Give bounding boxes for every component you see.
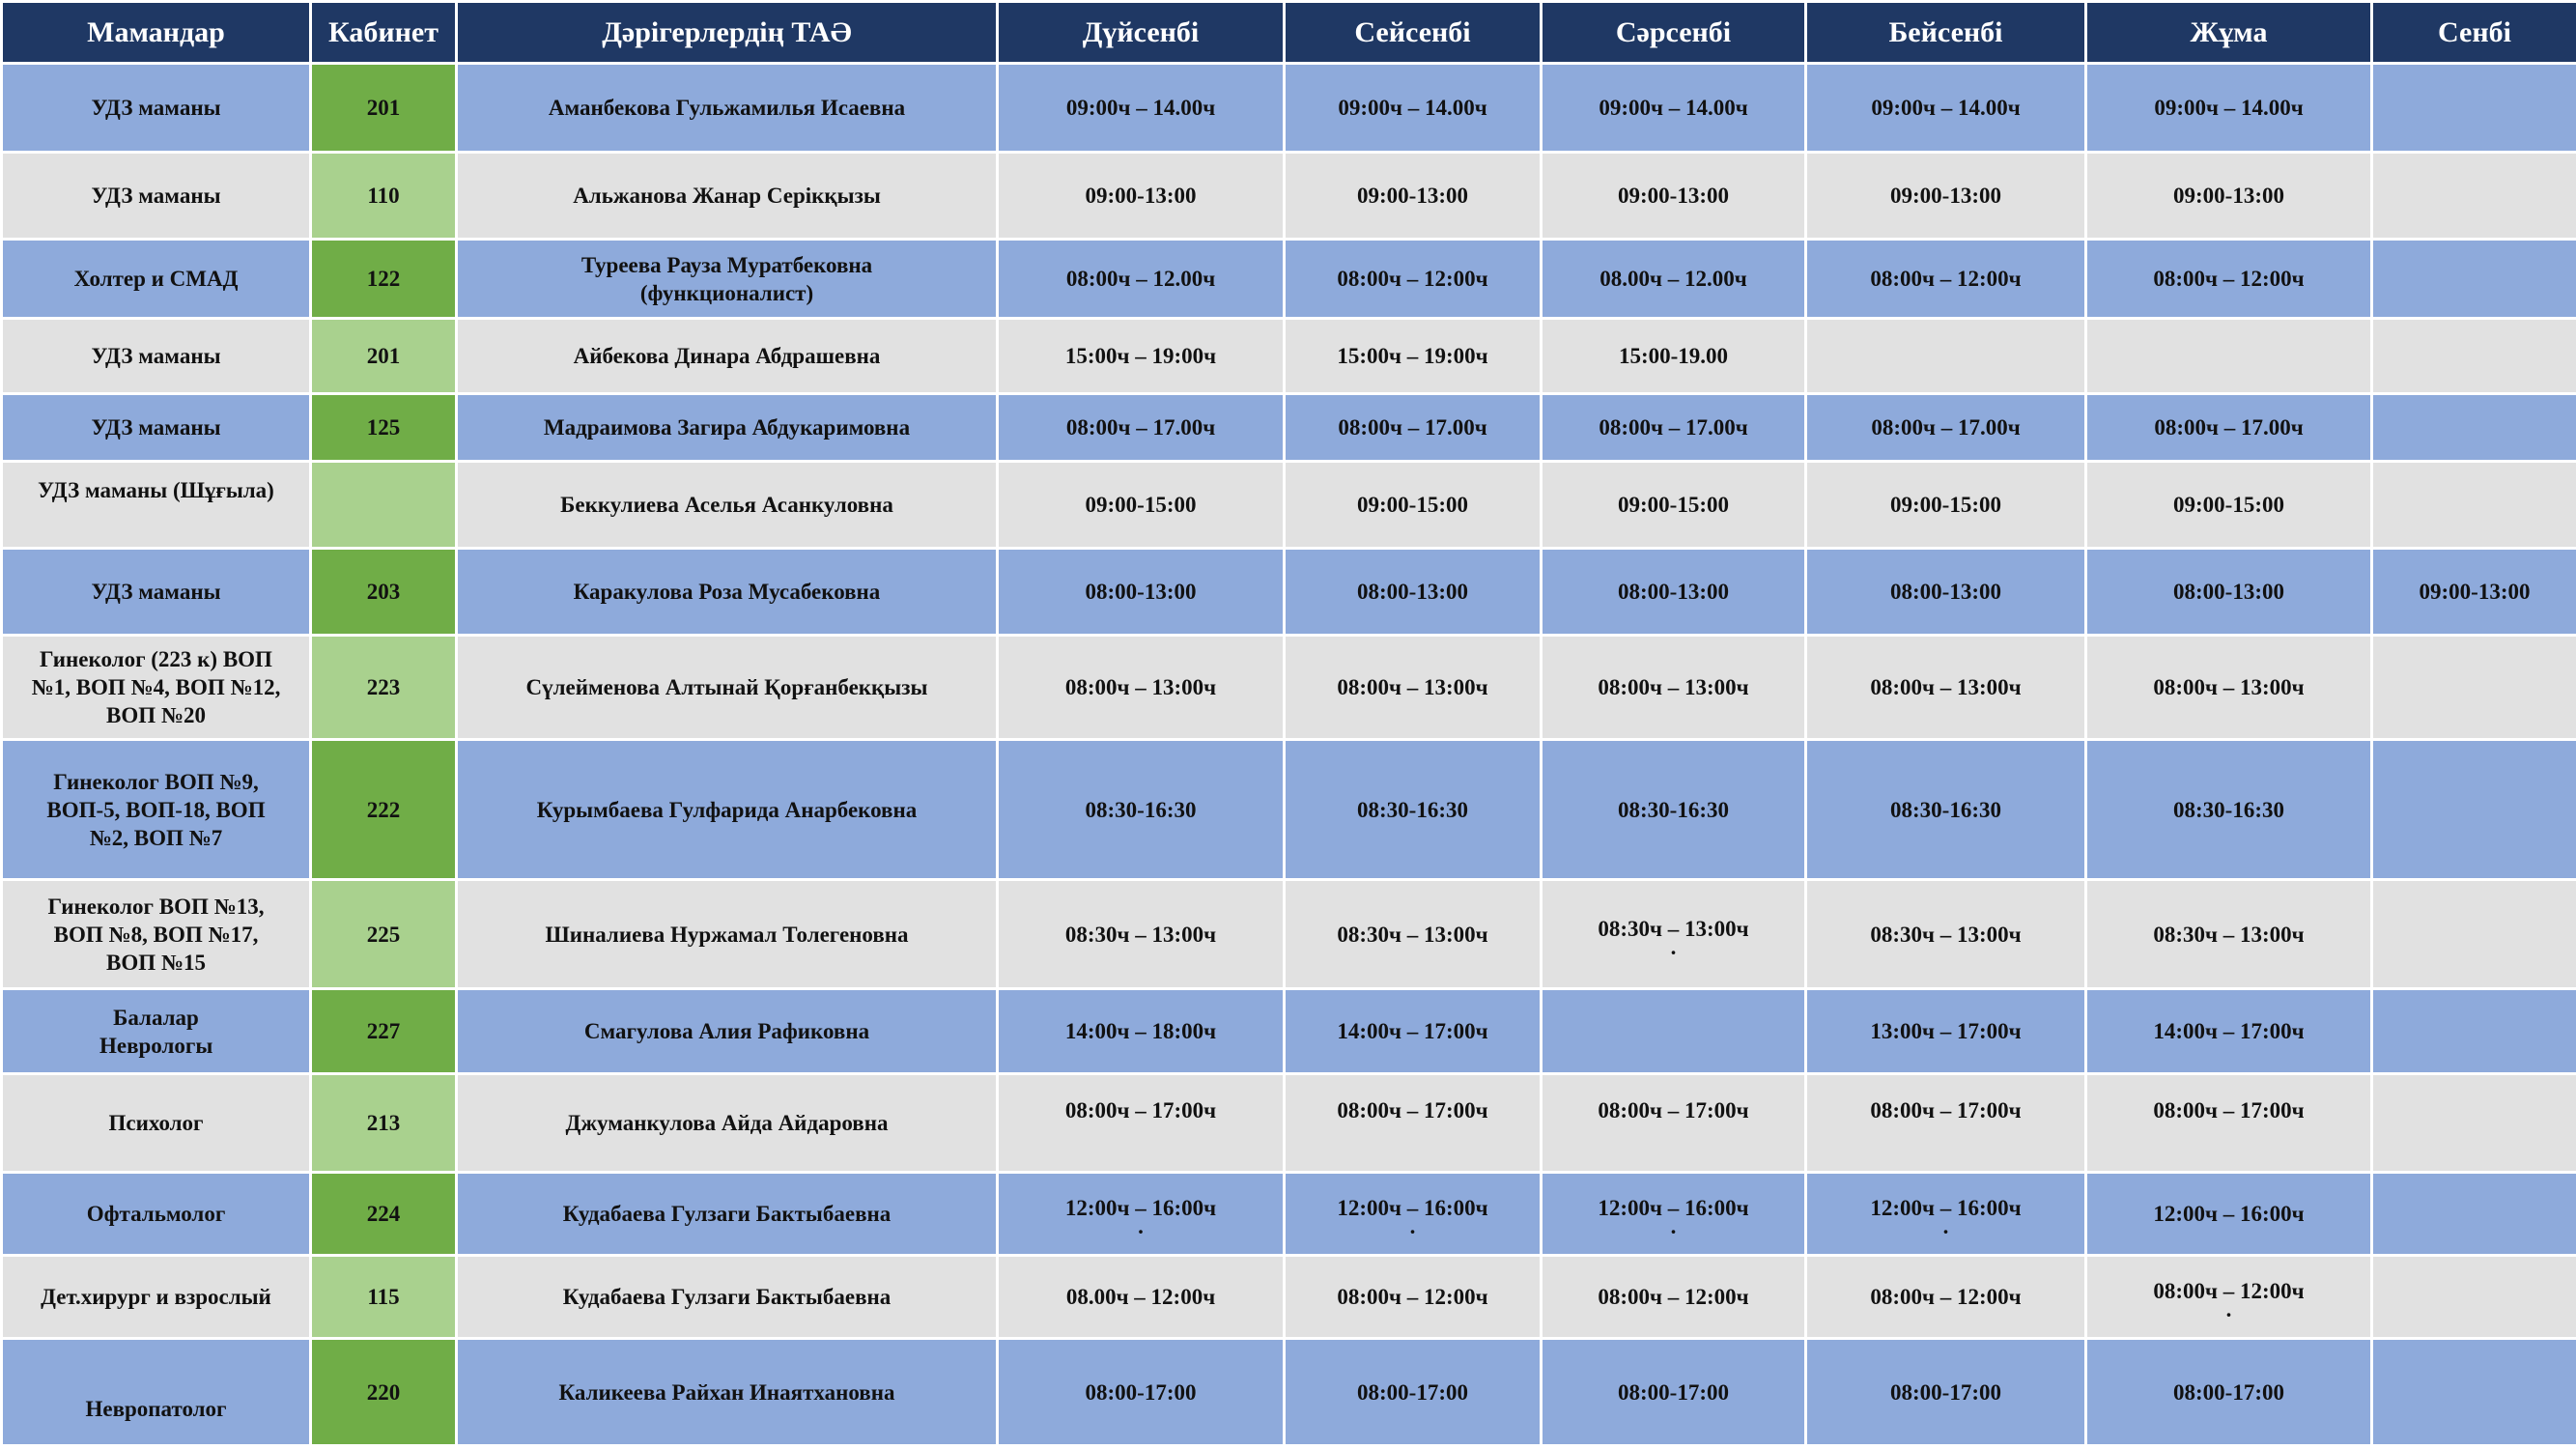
dot-mark: . bbox=[1942, 1214, 1949, 1238]
cell-friday: 08:00-17:00 bbox=[2086, 1339, 2372, 1446]
table-row bbox=[2, 64, 2576, 153]
cell-saturday bbox=[2372, 240, 2576, 319]
cell-tuesday: 08:00ч – 12:00ч bbox=[1285, 1256, 1542, 1339]
table-row bbox=[2, 153, 2576, 240]
cell-monday: 08:00-17:00 bbox=[998, 1339, 1285, 1446]
cell-saturday: 09:00-13:00 bbox=[2372, 549, 2576, 636]
cell-doctor: Джуманкулова Айда Айдаровна bbox=[457, 1074, 998, 1173]
cell-doctor: Айбекова Динара Абдрашевна bbox=[457, 319, 998, 394]
cell-friday: 08:00-13:00 bbox=[2086, 549, 2372, 636]
table-row bbox=[2, 1256, 2576, 1339]
table-row bbox=[2, 636, 2576, 740]
cell-specialist: УДЗ маманы bbox=[2, 64, 311, 153]
cell-tuesday: 08:00ч – 13:00ч bbox=[1285, 636, 1542, 740]
cell-wednesday: 08:00ч – 13:00ч bbox=[1542, 636, 1806, 740]
cell-tuesday: 08:00ч – 17:00ч bbox=[1285, 1074, 1542, 1173]
cell-friday: 12:00ч – 16:00ч bbox=[2086, 1173, 2372, 1256]
cell-thursday: 08:00ч – 12:00ч bbox=[1806, 1256, 2086, 1339]
cell-wednesday bbox=[1542, 989, 1806, 1074]
cell-thursday: 08:00-17:00 bbox=[1806, 1339, 2086, 1446]
cell-friday: 08:00ч – 13:00ч bbox=[2086, 636, 2372, 740]
cell-friday: 08:00ч – 17:00ч bbox=[2086, 1074, 2372, 1173]
cell-monday: 08:00ч – 12.00ч bbox=[998, 240, 1285, 319]
friday-time: 08:00ч – 12:00ч bbox=[2153, 1279, 2305, 1303]
cell-thursday: 08:00ч – 13:00ч bbox=[1806, 636, 2086, 740]
cell-doctor: Беккулиева Аселья Асанкуловна bbox=[457, 462, 998, 549]
monday-time: 12:00ч – 16:00ч bbox=[1064, 1196, 1217, 1220]
cell-saturday bbox=[2372, 1173, 2576, 1256]
cell-doctor: Шиналиева Нуржамал Толегеновна bbox=[457, 880, 998, 989]
cell-monday: 09:00ч – 14.00ч bbox=[998, 64, 1285, 153]
table-row bbox=[2, 880, 2576, 989]
cell-doctor: Каракулова Роза Мусабековна bbox=[457, 549, 998, 636]
cell-cabinet: 125 bbox=[311, 394, 457, 462]
cell-friday: 08:30ч – 13:00ч bbox=[2086, 880, 2372, 989]
cell-saturday bbox=[2372, 1256, 2576, 1339]
table-row bbox=[2, 549, 2576, 636]
cell-friday: 09:00-13:00 bbox=[2086, 153, 2372, 240]
cell-tuesday: 08:00ч – 12:00ч bbox=[1285, 240, 1542, 319]
tuesday-time: 12:00ч – 16:00ч bbox=[1337, 1196, 1488, 1220]
dot-mark: . bbox=[2225, 1297, 2232, 1321]
cell-wednesday: 15:00-19.00 bbox=[1542, 319, 1806, 394]
cell-doctor: Каликеева Райхан Инаятхановна bbox=[457, 1339, 998, 1446]
cell-tuesday: 09:00-15:00 bbox=[1285, 462, 1542, 549]
wednesday-time: 12:00ч – 16:00ч bbox=[1598, 1196, 1749, 1220]
cell-thursday: 08:30ч – 13:00ч bbox=[1806, 880, 2086, 989]
cell-thursday: 09:00-15:00 bbox=[1806, 462, 2086, 549]
cell-thursday: 08:00ч – 17:00ч bbox=[1806, 1074, 2086, 1173]
cell-friday: 09:00ч – 14.00ч bbox=[2086, 64, 2372, 153]
cell-wednesday: 08.00ч – 12.00ч bbox=[1542, 240, 1806, 319]
cell-monday: 08:00ч – 17.00ч bbox=[998, 394, 1285, 462]
cell-cabinet: 222 bbox=[311, 740, 457, 880]
cell-tuesday: 14:00ч – 17:00ч bbox=[1285, 989, 1542, 1074]
dot-mark: . bbox=[1670, 934, 1677, 959]
cell-specialist: Холтер и СМАД bbox=[2, 240, 311, 319]
cell-doctor: Туреева Рауза Муратбековна (функционалист) bbox=[457, 240, 998, 319]
cell-thursday: 08:00ч – 17.00ч bbox=[1806, 394, 2086, 462]
cell-tuesday: 08:30-16:30 bbox=[1285, 740, 1542, 880]
cell-cabinet: 227 bbox=[311, 989, 457, 1074]
cell-tuesday: 09:00ч – 14.00ч bbox=[1285, 64, 1542, 153]
header-doctor: Дәрігерлердің ТАӘ bbox=[457, 2, 998, 64]
table-row bbox=[2, 1173, 2576, 1256]
cell-tuesday: 08:00-17:00 bbox=[1285, 1339, 1542, 1446]
cell-wednesday: 09:00ч – 14.00ч bbox=[1542, 64, 1806, 153]
cell-thursday: 09:00ч – 14.00ч bbox=[1806, 64, 2086, 153]
cell-doctor: Аманбекова Гульжамилья Исаевна bbox=[457, 64, 998, 153]
cell-thursday: 08:30-16:30 bbox=[1806, 740, 2086, 880]
cell-tuesday bbox=[1285, 1173, 1542, 1256]
cell-monday: 09:00-15:00 bbox=[998, 462, 1285, 549]
cell-wednesday: 08:30-16:30 bbox=[1542, 740, 1806, 880]
cell-specialist: Психолог bbox=[2, 1074, 311, 1173]
cell-cabinet: 220 bbox=[311, 1339, 457, 1446]
cell-friday: 14:00ч – 17:00ч bbox=[2086, 989, 2372, 1074]
header-monday: Дүйсенбі bbox=[998, 2, 1285, 64]
cell-cabinet: 201 bbox=[311, 64, 457, 153]
cell-specialist: Балалар Неврологы bbox=[2, 989, 311, 1074]
dot-mark: . bbox=[1138, 1214, 1144, 1238]
table-row bbox=[2, 1074, 2576, 1173]
cell-saturday bbox=[2372, 740, 2576, 880]
table-row bbox=[2, 1339, 2576, 1446]
cell-saturday bbox=[2372, 153, 2576, 240]
cell-cabinet: 224 bbox=[311, 1173, 457, 1256]
cell-specialist: УДЗ маманы bbox=[2, 153, 311, 240]
cell-friday bbox=[2086, 1256, 2372, 1339]
cell-saturday bbox=[2372, 394, 2576, 462]
cell-friday bbox=[2086, 319, 2372, 394]
cell-monday: 09:00-13:00 bbox=[998, 153, 1285, 240]
cell-saturday bbox=[2372, 880, 2576, 989]
table-row bbox=[2, 394, 2576, 462]
header-thursday: Бейсенбі bbox=[1806, 2, 2086, 64]
cell-cabinet: 201 bbox=[311, 319, 457, 394]
cell-wednesday bbox=[1542, 1173, 1806, 1256]
cell-friday: 09:00-15:00 bbox=[2086, 462, 2372, 549]
cell-monday: 08.00ч – 12:00ч bbox=[998, 1256, 1285, 1339]
cell-wednesday: 09:00-15:00 bbox=[1542, 462, 1806, 549]
table-row bbox=[2, 240, 2576, 319]
cell-saturday bbox=[2372, 64, 2576, 153]
cell-specialist: УДЗ маманы bbox=[2, 549, 311, 636]
cell-specialist: Гинеколог (223 к) ВОП №1, ВОП №4, ВОП №12, ВОП №20 bbox=[2, 636, 311, 740]
cell-tuesday: 15:00ч – 19:00ч bbox=[1285, 319, 1542, 394]
cell-wednesday: 08:00-17:00 bbox=[1542, 1339, 1806, 1446]
thursday-time: 12:00ч – 16:00ч bbox=[1870, 1196, 2022, 1220]
header-row bbox=[2, 2, 2576, 64]
cell-cabinet: 213 bbox=[311, 1074, 457, 1173]
table-row bbox=[2, 462, 2576, 549]
header-tuesday: Сейсенбі bbox=[1285, 2, 1542, 64]
cell-monday: 08:00ч – 17:00ч bbox=[998, 1074, 1285, 1173]
cell-doctor: Альжанова Жанар Серікқызы bbox=[457, 153, 998, 240]
cell-monday: 15:00ч – 19:00ч bbox=[998, 319, 1285, 394]
cell-doctor: Смагулова Алия Рафиковна bbox=[457, 989, 998, 1074]
cell-cabinet: 110 bbox=[311, 153, 457, 240]
table-row bbox=[2, 740, 2576, 880]
cell-tuesday: 09:00-13:00 bbox=[1285, 153, 1542, 240]
cell-saturday bbox=[2372, 1339, 2576, 1446]
cell-cabinet: 203 bbox=[311, 549, 457, 636]
cell-monday: 08:30ч – 13:00ч bbox=[998, 880, 1285, 989]
cell-specialist: УДЗ маманы bbox=[2, 319, 311, 394]
cell-wednesday bbox=[1542, 880, 1806, 989]
cell-wednesday: 08:00ч – 17.00ч bbox=[1542, 394, 1806, 462]
wednesday-time: 08:30ч – 13:00ч bbox=[1598, 916, 1749, 941]
cell-doctor: Кудабаева Гулзаги Бактыбаевна bbox=[457, 1173, 998, 1256]
cell-cabinet: 122 bbox=[311, 240, 457, 319]
cell-cabinet: 223 bbox=[311, 636, 457, 740]
cell-specialist: УДЗ маманы bbox=[2, 394, 311, 462]
header-friday: Жұма bbox=[2086, 2, 2372, 64]
cell-specialist: Невропатолог bbox=[2, 1339, 311, 1446]
cell-wednesday: 08:00ч – 17:00ч bbox=[1542, 1074, 1806, 1173]
cell-thursday: 09:00-13:00 bbox=[1806, 153, 2086, 240]
cell-friday: 08:00ч – 12:00ч bbox=[2086, 240, 2372, 319]
cell-specialist: Гинеколог ВОП №13, ВОП №8, ВОП №17, ВОП №15 bbox=[2, 880, 311, 989]
cell-doctor: Курымбаева Гулфарида Анарбековна bbox=[457, 740, 998, 880]
table-row bbox=[2, 319, 2576, 394]
cell-doctor: Сүлейменова Алтынай Қорғанбекқызы bbox=[457, 636, 998, 740]
cell-specialist: Офтальмолог bbox=[2, 1173, 311, 1256]
table-row bbox=[2, 989, 2576, 1074]
cell-cabinet: 225 bbox=[311, 880, 457, 989]
cell-friday: 08:30-16:30 bbox=[2086, 740, 2372, 880]
header-specialists: Мамандар bbox=[2, 2, 311, 64]
cell-monday bbox=[998, 1173, 1285, 1256]
cell-thursday bbox=[1806, 1173, 2086, 1256]
cell-wednesday: 08:00-13:00 bbox=[1542, 549, 1806, 636]
cell-monday: 08:00-13:00 bbox=[998, 549, 1285, 636]
cell-saturday bbox=[2372, 462, 2576, 549]
dot-mark: . bbox=[1409, 1214, 1416, 1238]
cell-cabinet bbox=[311, 462, 457, 549]
cell-monday: 14:00ч – 18:00ч bbox=[998, 989, 1285, 1074]
cell-thursday bbox=[1806, 319, 2086, 394]
cell-doctor: Мадраимова Загира Абдукаримовна bbox=[457, 394, 998, 462]
cell-saturday bbox=[2372, 1074, 2576, 1173]
cell-specialist: УДЗ маманы (Шұғыла) bbox=[2, 462, 311, 549]
cell-monday: 08:30-16:30 bbox=[998, 740, 1285, 880]
cell-specialist: Гинеколог ВОП №9, ВОП-5, ВОП-18, ВОП №2, ВОП №7 bbox=[2, 740, 311, 880]
cell-thursday: 13:00ч – 17:00ч bbox=[1806, 989, 2086, 1074]
cell-thursday: 08:00-13:00 bbox=[1806, 549, 2086, 636]
dot-mark: . bbox=[1670, 1214, 1677, 1238]
cell-saturday bbox=[2372, 319, 2576, 394]
cell-wednesday: 09:00-13:00 bbox=[1542, 153, 1806, 240]
cell-friday: 08:00ч – 17.00ч bbox=[2086, 394, 2372, 462]
header-wednesday: Сәрсенбі bbox=[1542, 2, 1806, 64]
cell-wednesday: 08:00ч – 12:00ч bbox=[1542, 1256, 1806, 1339]
cell-tuesday: 08:00ч – 17.00ч bbox=[1285, 394, 1542, 462]
cell-monday: 08:00ч – 13:00ч bbox=[998, 636, 1285, 740]
cell-tuesday: 08:00-13:00 bbox=[1285, 549, 1542, 636]
cell-doctor: Кудабаева Гулзаги Бактыбаевна bbox=[457, 1256, 998, 1339]
cell-thursday: 08:00ч – 12:00ч bbox=[1806, 240, 2086, 319]
cell-cabinet: 115 bbox=[311, 1256, 457, 1339]
cell-tuesday: 08:30ч – 13:00ч bbox=[1285, 880, 1542, 989]
header-cabinet: Кабинет bbox=[311, 2, 457, 64]
cell-saturday bbox=[2372, 989, 2576, 1074]
cell-saturday bbox=[2372, 636, 2576, 740]
header-saturday: Сенбі bbox=[2372, 2, 2576, 64]
cell-specialist: Дет.хирург и взрослый bbox=[2, 1256, 311, 1339]
